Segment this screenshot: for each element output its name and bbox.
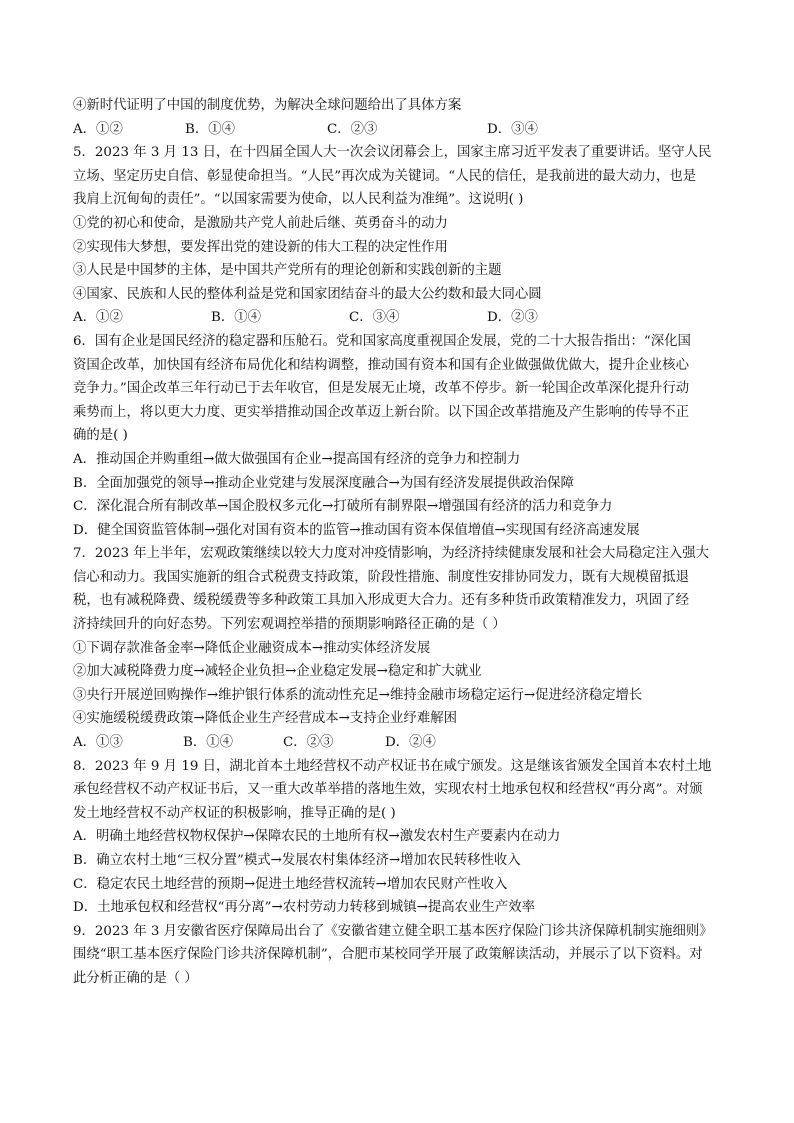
- q4-option-b: B．①④: [185, 121, 236, 137]
- q8-choice-a: A．明确土地经营权物权保护→保障农民的土地所有权→激发农村生产要素内在动力: [73, 829, 561, 845]
- q7-statement-3: ③央行开展逆回购操作→维护银行体系的流动性充足→维持金融市场稳定运行→促进经济稳定增长: [73, 687, 643, 703]
- q9-stem-line: 此分析正确的是（ ）: [73, 970, 198, 986]
- q7-option-a: A．①③: [73, 735, 123, 751]
- question-8: [73, 755, 725, 920]
- q5-stem-line: 5．2023 年 3 月 13 日，在十四届全国人大一次会议闭幕会上，国家主席习近平发表了重要讲话。坚守人民: [73, 145, 712, 161]
- q4-option-a: A．①②: [73, 121, 123, 137]
- q8-choice-c: C．稳定农民土地经营的预期→促进土地经营权流转→增加农民财产性收入: [73, 876, 508, 892]
- q5-option-a: A．①②: [73, 310, 123, 326]
- q5-option-b: B．①④: [211, 310, 262, 326]
- q6-choice-d: D．健全国资监管体制→强化对国有资本的监管→推动国有资本保值增值→实现国有经济高速发展: [73, 522, 640, 538]
- q7-option-d: D．②④: [385, 735, 436, 751]
- q6-choice-c: C．深化混合所有制改革→国企股权多元化→打破所有制界限→增强国有经济的活力和竞争力: [73, 499, 613, 515]
- q8-choice-b: B．确立农村土地“三权分置”模式→发展农村集体经济→增加农民转移性收入: [73, 853, 521, 868]
- q9-stem-line: 9．2023 年 3 月安徽省医疗保障局出台了《安徽省建立健全职工基本医疗保险门诊共济保障机制实施细则》: [73, 923, 713, 939]
- q4-option-d: D．③④: [487, 121, 538, 137]
- q5-option-d: D．②③: [487, 310, 538, 326]
- q6-stem-line: 资国企改革，加快国有经济布局优化和结构调整，推动国有资本和国有企业做强做优做大，提升企业核心: [73, 357, 689, 373]
- question-5: [73, 141, 725, 330]
- q8-choice-d: D．土地承包权和经营权“再分离”→农村劳动力转移到城镇→提高农业生产效率: [73, 900, 535, 916]
- q5-statement-4: ④国家、民族和人民的整体利益是党和国家团结奋斗的最大公约数和最大同心圆: [73, 286, 542, 302]
- q7-stem-line: 济持续回升的向好态势。下列宏观调控举措的预期影响路径正确的是（ ）: [73, 617, 506, 633]
- q8-stem-line: 承包经营权不动产权证书后，又一重大改革举措的落地生效，实现农村土地承包权和经营权“再分离”。对颁: [73, 782, 703, 798]
- q8-stem-line: 发土地经营权不动产权证的积极影响，推导正确的是( ): [73, 805, 396, 821]
- q6-stem-line: 乘势而上，将以更大力度、更实举措推动国企改革迈上新台阶。以下国企改革措施及产生影响的传导不正: [73, 404, 689, 420]
- q6-stem-line: 确的是( ): [73, 428, 128, 444]
- q7-options: [73, 731, 725, 755]
- q5-option-c: C．③④: [349, 310, 400, 326]
- question-6: [73, 330, 725, 542]
- exam-page: [73, 94, 725, 991]
- q4-options: [73, 118, 725, 142]
- q6-stem-line: 竞争力。”国企改革三年行动已于去年收官，但是发展无止境，改革不停步。新一轮国企改革深化提升行动: [73, 381, 690, 397]
- q9-stem-line: 围绕“职工基本医疗保险门诊共济保障机制”，合肥市某校同学开展了政策解读活动，并展示了以下资料。对: [73, 947, 703, 963]
- q4-statement-4: ④新时代证明了中国的制度优势，为解决全球问题给出了具体方案: [73, 98, 462, 113]
- q7-option-b: B．①④: [183, 735, 234, 751]
- q5-stem-line: 立场、坚定历史自信、彰显使命担当。“人民”再次成为关键词。“人民的信任，是我前进的最大动力，也是: [73, 168, 697, 184]
- q5-statement-3: ③人民是中国梦的主体，是中国共产党所有的理论创新和实践创新的主题: [73, 263, 502, 279]
- question-9: [73, 920, 725, 991]
- q5-options: [73, 306, 725, 330]
- q7-stem-line: 税，也有减税降费、缓税缓费等多种政策工具加入形成更大合力。还有多种货币政策精准发力，巩固了经: [73, 593, 689, 609]
- q8-stem-line: 8．2023 年 9 月 19 日，湖北首本土地经营权不动产权证书在咸宁颁发。这是继该省颁发全国首本农村土地: [73, 758, 712, 774]
- question-7: [73, 542, 725, 754]
- q7-statement-2: ②加大减税降费力度→减轻企业负担→企业稳定发展→稳定和扩大就业: [73, 664, 482, 680]
- q6-choice-b: B．全面加强党的领导→推动企业党建与发展深度融合→为国有经济发展提供政治保障: [73, 475, 574, 491]
- q7-option-c: C．②③: [283, 735, 334, 751]
- q7-statement-4: ④实施缓税缓费政策→降低企业生产经营成本→支持企业纾难解困: [73, 711, 457, 727]
- q6-stem-line: 6．国有企业是国民经济的稳定器和压舱石。党和国家高度重视国企发展，党的二十大报告指出：“深化国: [73, 333, 691, 349]
- q5-stem-line: 我肩上沉甸甸的责任”。“以国家需要为使命，以人民利益为准绳”。这说明( ): [73, 192, 524, 208]
- q7-stem-line: 信心和动力。我国实施新的组合式税费支持政策，阶段性措施、制度性安排协同发力，既有大规模留抵退: [73, 569, 689, 585]
- q7-stem-line: 7．2023 年上半年，宏观政策继续以较大力度对冲疫情影响，为经济持续健康发展和社会大局稳定注入强大: [73, 546, 710, 562]
- q5-statement-1: ①党的初心和使命，是激励共产党人前赴后继、英勇奋斗的动力: [73, 215, 448, 231]
- q5-statement-2: ②实现伟大梦想，要发挥出党的建设新的伟大工程的决定性作用: [73, 239, 448, 255]
- q4-option-c: C．②③: [327, 121, 378, 137]
- q7-statement-1: ①下调存款准备金率→降低企业融资成本→推动实体经济发展: [73, 640, 431, 656]
- q6-choice-a: A．推动国企并购重组→做大做强国有企业→提高国有经济的竞争力和控制力: [73, 451, 521, 467]
